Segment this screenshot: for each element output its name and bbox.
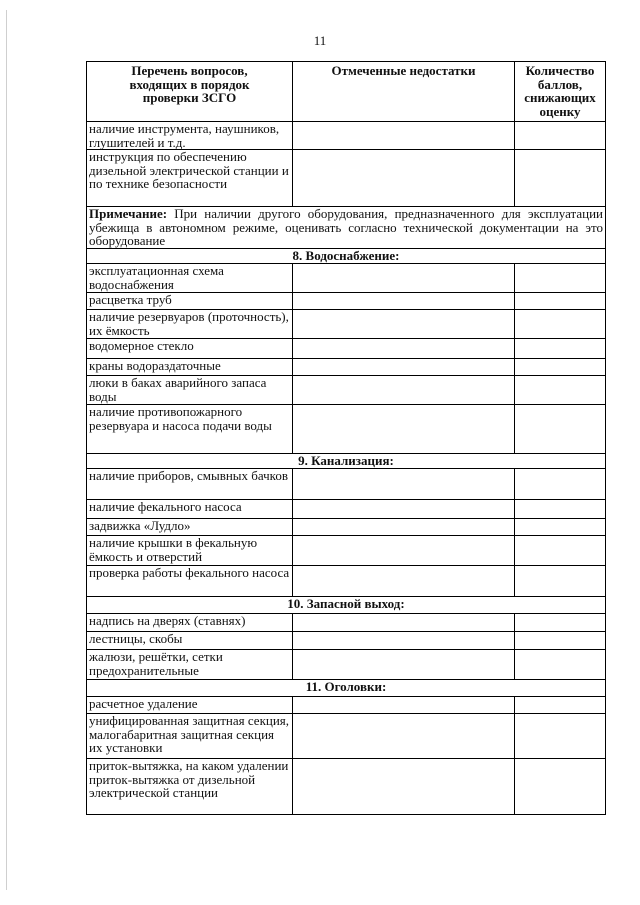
row-label: люки в баках аварийного запаса воды xyxy=(87,376,293,405)
score-cell[interactable] xyxy=(515,122,606,150)
section-title-emergency-exit: 10. Запасной выход: xyxy=(87,597,606,614)
score-cell[interactable] xyxy=(515,359,606,376)
score-cell[interactable] xyxy=(515,150,606,207)
deficiency-cell[interactable] xyxy=(293,714,515,759)
deficiency-cell[interactable] xyxy=(293,697,515,714)
note-cell xyxy=(87,207,606,249)
table-row xyxy=(87,469,606,500)
table-row xyxy=(87,759,606,815)
inspection-table xyxy=(86,61,606,815)
note-text: При наличии другого оборудования, предназначенного для эксплуатации убежища в автономном режиме, оценивать согласно технической документации на это оборудование xyxy=(89,206,603,249)
deficiency-cell[interactable] xyxy=(293,469,515,500)
section-row xyxy=(87,249,606,264)
deficiency-cell[interactable] xyxy=(293,632,515,650)
row-label: наличие инструмента, наушников, глушителей и т.д. xyxy=(87,122,293,150)
row-label: краны водораздаточные xyxy=(87,359,293,376)
deficiency-cell[interactable] xyxy=(293,310,515,339)
table-header-row xyxy=(87,62,606,122)
table-row xyxy=(87,536,606,566)
row-label: инструкция по обеспечению дизельной электрической станции и по технике безопасности xyxy=(87,150,293,207)
section-title-headroom: 11. Оголовки: xyxy=(87,680,606,697)
row-label: жалюзи, решётки, сетки предохранительные xyxy=(87,650,293,680)
table-row xyxy=(87,310,606,339)
row-label: водомерное стекло xyxy=(87,339,293,359)
header-deficiencies: Отмеченные недостатки xyxy=(293,62,515,122)
row-label: наличие противопожарного резервуара и насоса подачи воды xyxy=(87,405,293,454)
score-cell[interactable] xyxy=(515,519,606,536)
header-questions: Перечень вопросов, входящих в порядок проверки ЗСГО xyxy=(87,62,293,122)
row-label: задвижка «Лудло» xyxy=(87,519,293,536)
note-lead: Примечание: xyxy=(89,206,168,222)
row-label: расчетное удаление xyxy=(87,697,293,714)
table-row xyxy=(87,714,606,759)
row-label: приток-вытяжка, на каком удалении приток-вытяжка от дизельной электрической станции xyxy=(87,759,293,815)
table-row xyxy=(87,150,606,207)
deficiency-cell[interactable] xyxy=(293,376,515,405)
row-label: проверка работы фекального насоса xyxy=(87,566,293,597)
score-cell[interactable] xyxy=(515,376,606,405)
table-row xyxy=(87,359,606,376)
score-cell[interactable] xyxy=(515,632,606,650)
section-row xyxy=(87,454,606,469)
table-row xyxy=(87,614,606,632)
row-label: надпись на дверях (ставнях) xyxy=(87,614,293,632)
score-cell[interactable] xyxy=(515,536,606,566)
score-cell[interactable] xyxy=(515,566,606,597)
row-label: расцветка труб xyxy=(87,293,293,310)
score-cell[interactable] xyxy=(515,405,606,454)
row-label: наличие резервуаров (проточность), их ёмкость xyxy=(87,310,293,339)
row-label: лестницы, скобы xyxy=(87,632,293,650)
row-label: унифицированная защитная секция, малогабаритная защитная секция их установки xyxy=(87,714,293,759)
table-row xyxy=(87,566,606,597)
table-row xyxy=(87,122,606,150)
row-label: наличие приборов, смывных бачков xyxy=(87,469,293,500)
score-cell[interactable] xyxy=(515,264,606,293)
score-cell[interactable] xyxy=(515,759,606,815)
deficiency-cell[interactable] xyxy=(293,519,515,536)
table-row xyxy=(87,293,606,310)
table-row xyxy=(87,405,606,454)
table-row xyxy=(87,339,606,359)
score-cell[interactable] xyxy=(515,714,606,759)
score-cell[interactable] xyxy=(515,310,606,339)
table-row xyxy=(87,650,606,680)
table-row xyxy=(87,376,606,405)
table-row xyxy=(87,697,606,714)
score-cell[interactable] xyxy=(515,650,606,680)
score-cell[interactable] xyxy=(515,293,606,310)
header-score: Количество баллов, снижающих оценку xyxy=(515,62,606,122)
section-title-sewerage: 9. Канализация: xyxy=(87,454,606,469)
deficiency-cell[interactable] xyxy=(293,650,515,680)
table-row xyxy=(87,519,606,536)
score-cell[interactable] xyxy=(515,500,606,519)
score-cell[interactable] xyxy=(515,469,606,500)
table-row xyxy=(87,264,606,293)
deficiency-cell[interactable] xyxy=(293,405,515,454)
deficiency-cell[interactable] xyxy=(293,150,515,207)
page-number: 11 xyxy=(313,33,327,48)
section-row xyxy=(87,680,606,697)
table-row xyxy=(87,632,606,650)
deficiency-cell[interactable] xyxy=(293,359,515,376)
deficiency-cell[interactable] xyxy=(293,264,515,293)
row-label: наличие фекального насоса xyxy=(87,500,293,519)
note-row xyxy=(87,207,606,249)
section-title-water: 8. Водоснабжение: xyxy=(87,249,606,264)
deficiency-cell[interactable] xyxy=(293,122,515,150)
section-row xyxy=(87,597,606,614)
deficiency-cell[interactable] xyxy=(293,293,515,310)
score-cell[interactable] xyxy=(515,697,606,714)
deficiency-cell[interactable] xyxy=(293,759,515,815)
deficiency-cell[interactable] xyxy=(293,614,515,632)
deficiency-cell[interactable] xyxy=(293,536,515,566)
deficiency-cell[interactable] xyxy=(293,339,515,359)
score-cell[interactable] xyxy=(515,614,606,632)
deficiency-cell[interactable] xyxy=(293,566,515,597)
row-label: эксплуатационная схема водоснабжения xyxy=(87,264,293,293)
row-label: наличие крышки в фекальную ёмкость и отверстий xyxy=(87,536,293,566)
scan-edge-line xyxy=(6,10,7,890)
score-cell[interactable] xyxy=(515,339,606,359)
table-row xyxy=(87,500,606,519)
deficiency-cell[interactable] xyxy=(293,500,515,519)
